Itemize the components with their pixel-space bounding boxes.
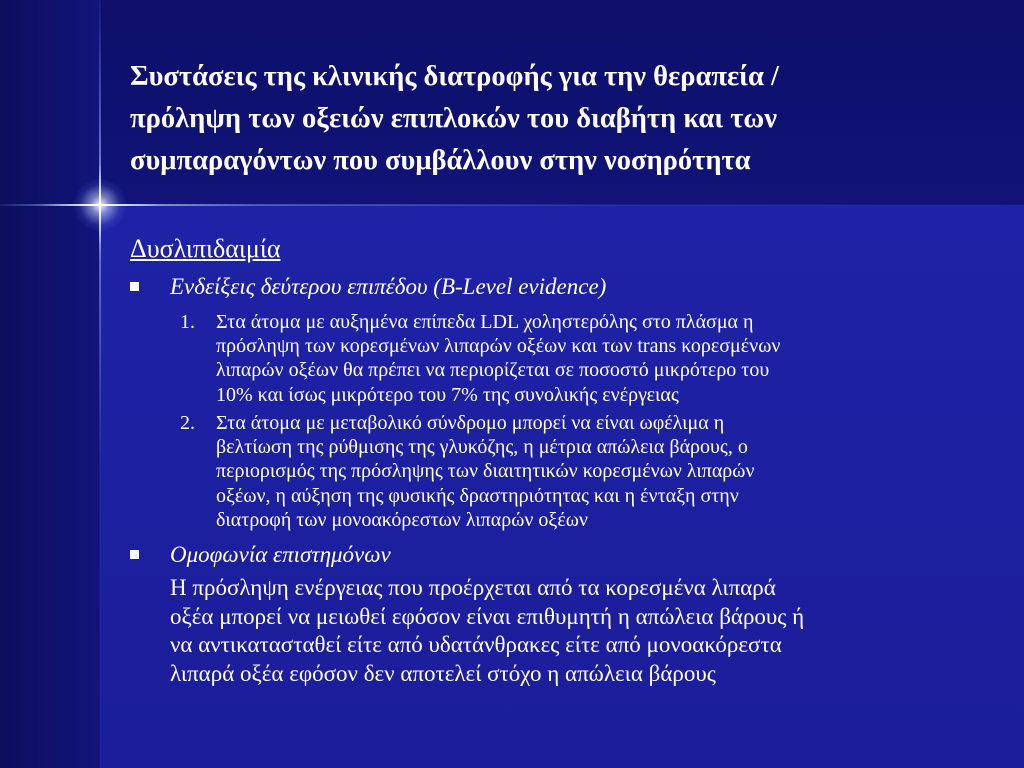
item-text	[216, 411, 956, 532]
item-number: 1.	[180, 311, 195, 333]
item-line: διατροφή των μονοακόρεστων λιπαρών οξέων	[216, 508, 588, 531]
paragraph-line: οξέα μπορεί να μειωθεί εφόσον είναι επιθυμητή η απώλεια βάρους ή	[170, 603, 805, 629]
title-line: Συστάσεις της κλινικής διατροφής για την θεραπεία /	[130, 61, 779, 92]
item-line: Στα άτομα με αυξημένα επίπεδα LDL χοληστερόλης στο πλάσμα η	[216, 311, 754, 333]
item-line: περιορισμός της πρόσληψης των διαιτητικών κορεσμένων λιπαρών	[216, 460, 755, 483]
bullet-label: Ομοφωνία επιστημόνων	[170, 542, 391, 567]
item-line: Στα άτομα με μεταβολικό σύνδρομο μπορεί να είναι ωφέλιμα η	[216, 412, 725, 434]
item-line: πρόσληψη των κορεσμένων λιπαρών οξέων και των trans κορεσμένων	[216, 335, 781, 358]
item-line: βελτίωση της ρύθμισης της γλυκόζης, η μέτρια απώλεια βάρους, ο	[216, 436, 748, 459]
bullet-label: Ενδείξεις δεύτερου επιπέδου (B-Level evidence)	[170, 274, 607, 299]
square-bullet-icon	[130, 282, 139, 291]
slide-title	[130, 56, 990, 182]
paragraph-line: να αντικατασταθεί είτε από υδατάνθρακες είτε από μονοακόρεστα	[170, 632, 782, 657]
item-number: 2.	[180, 412, 195, 434]
title-line: πρόληψη των οξειών επιπλοκών του διαβήτη και των	[130, 103, 777, 134]
item-line: οξέων, η αύξηση της φυσικής δραστηριότητας και η ένταξη στην	[216, 484, 739, 507]
left-background-band	[0, 0, 100, 768]
item-line: λιπαρών οξέων θα πρέπει να περιορίζεται σε ποσοστό μικρότερο του	[216, 359, 770, 382]
title-line: συμπαραγόντων που συμβάλλουν στην νοσηρότητα	[130, 145, 751, 176]
item-line: 10% και ίσως μικρότερο του 7% της συνολικής ενέργειας	[216, 383, 679, 406]
vertical-divider-line	[99, 0, 101, 768]
paragraph-line: Η πρόσληψη ενέργειας που προέρχεται από τα κορεσμένα λιπαρά	[170, 575, 776, 600]
paragraph-line: λιπαρά οξέα εφόσον δεν αποτελεί στόχο η απώλεια βάρους	[170, 660, 716, 686]
consensus-paragraph	[170, 574, 970, 688]
square-bullet-icon	[130, 550, 139, 559]
section-heading: Δυσλιπιδαιμία	[130, 234, 281, 263]
item-text	[216, 310, 956, 407]
